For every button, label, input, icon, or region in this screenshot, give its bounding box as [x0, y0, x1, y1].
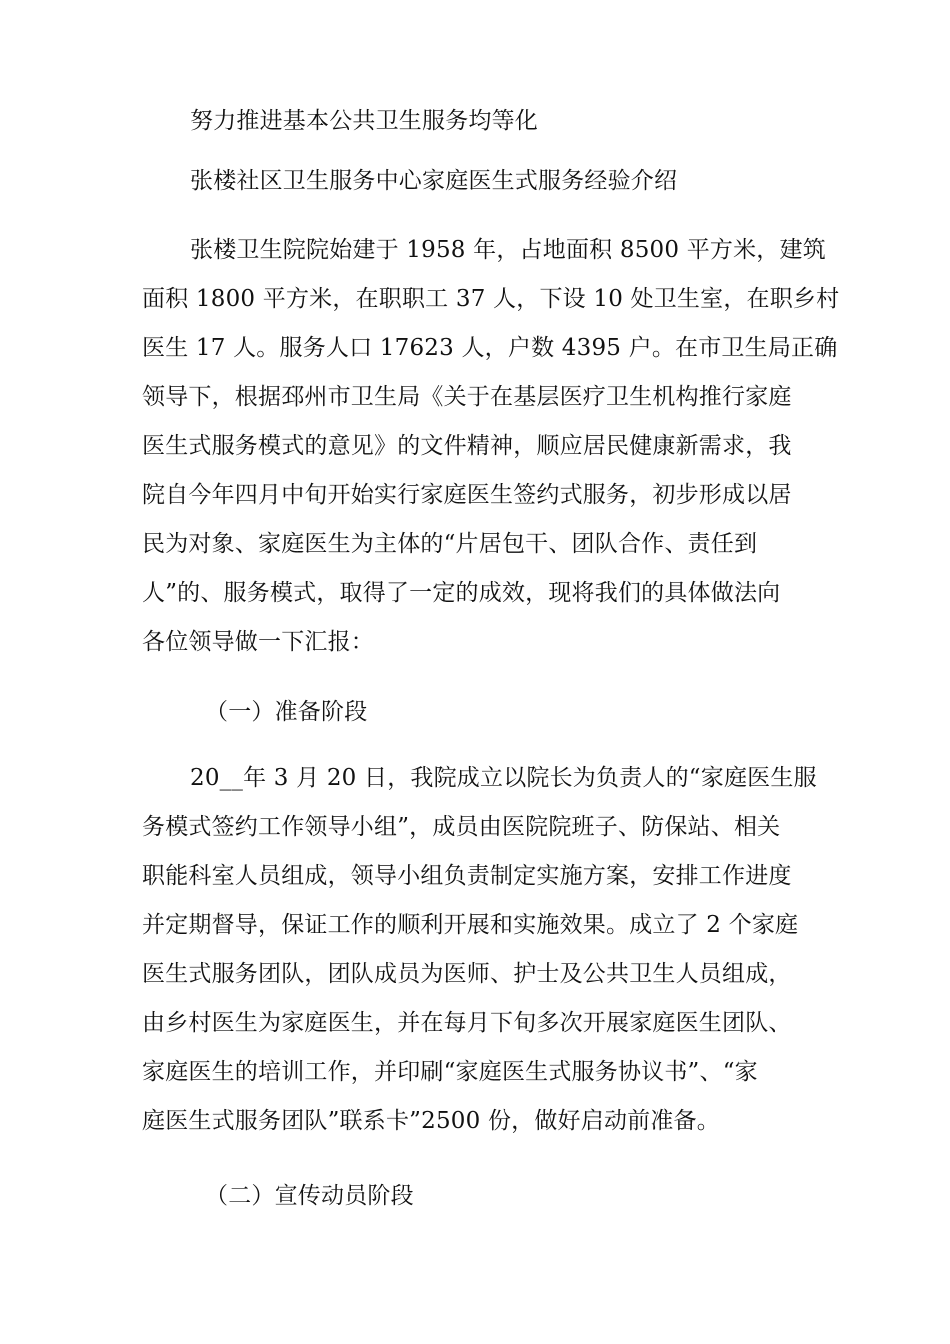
- paragraph-line: 务模式签约工作领导小组”，成员由医院院班子、防保站、相关: [142, 814, 781, 840]
- paragraph-line: 民为对象、家庭医生为主体的“片居包干、团队合作、责任到: [142, 531, 758, 557]
- paragraph-line: 院自今年四月中旬开始实行家庭医生签约式服务，初步形成以居: [142, 482, 792, 508]
- paragraph-line: 家庭医生的培训工作，并印刷“家庭医生式服务协议书”、“家: [142, 1059, 758, 1085]
- paragraph-line: 职能科室人员组成，领导小组负责制定实施方案，安排工作进度: [142, 863, 792, 889]
- paragraph-line: 由乡村医生为家庭医生，并在每月下旬多次开展家庭医生团队、: [142, 1010, 792, 1036]
- paragraph-line: 面积 1800 平方米，在职职工 37 人，下设 10 处卫生室，在职乡村: [142, 286, 840, 312]
- paragraph-line: 医生 17 人。服务人口 17623 人，户数 4395 户。在市卫生局正确: [142, 335, 838, 361]
- paragraph-line: 各位领导做一下汇报：: [142, 629, 374, 655]
- document-subtitle: 张楼社区卫生服务中心家庭医生式服务经验介绍: [190, 168, 678, 194]
- paragraph-line: 庭医生式服务团队”联系卡”2500 份，做好启动前准备。: [142, 1108, 720, 1134]
- paragraph-line: 领导下，根据邳州市卫生局《关于在基层医疗卫生机构推行家庭: [142, 384, 792, 410]
- paragraph-line: 医生式服务团队，团队成员为医师、护士及公共卫生人员组成，: [142, 961, 792, 987]
- paragraph-line: 20__年 3 月 20 日，我院成立以院长为负责人的“家庭医生服: [190, 765, 817, 791]
- paragraph-line: 医生式服务模式的意见》的文件精神，顺应居民健康新需求，我: [142, 433, 792, 459]
- paragraph-line: 人”的、服务模式，取得了一定的成效，现将我们的具体做法向: [142, 580, 781, 606]
- section-heading-mobilization: （二）宣传动员阶段: [205, 1183, 414, 1209]
- paragraph-line: 并定期督导，保证工作的顺利开展和实施效果。成立了 2 个家庭: [142, 912, 799, 938]
- document-title: 努力推进基本公共卫生服务均等化: [190, 108, 538, 134]
- section-heading-preparation: （一）准备阶段: [205, 699, 368, 725]
- paragraph-line: 张楼卫生院院始建于 1958 年，占地面积 8500 平方米，建筑: [190, 237, 826, 263]
